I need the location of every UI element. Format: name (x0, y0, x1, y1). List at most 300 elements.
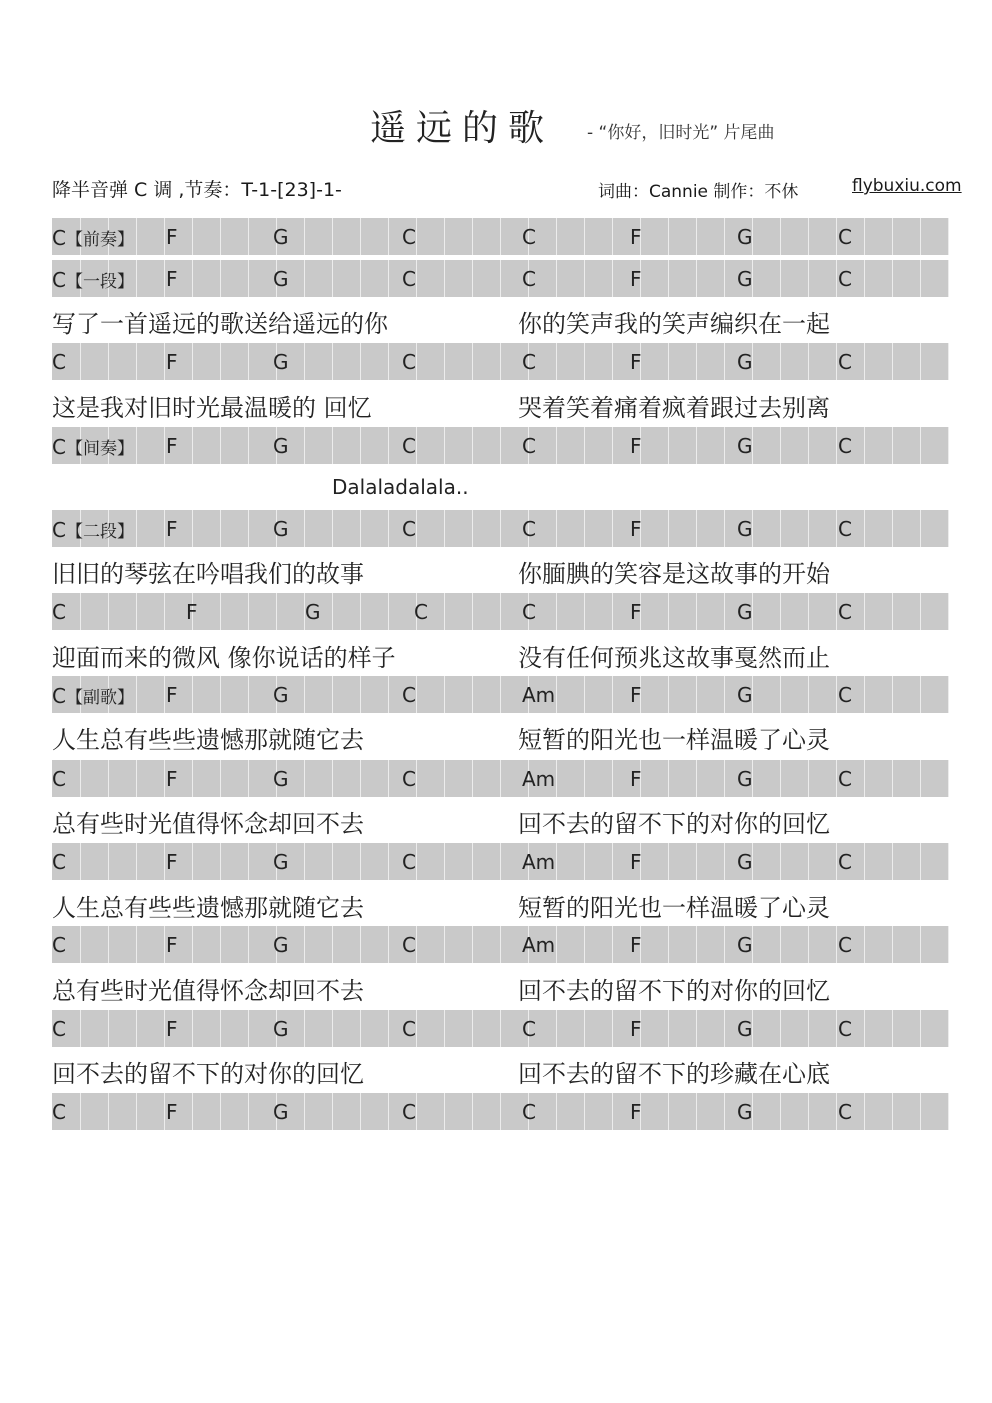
beat-divider (920, 510, 921, 547)
beat-divider (836, 218, 837, 255)
beat-divider (304, 218, 305, 255)
chord-bar (52, 218, 948, 255)
beat-divider (164, 676, 165, 713)
beat-divider (696, 843, 697, 880)
beat-divider (948, 843, 949, 880)
beat-divider (808, 1093, 809, 1130)
beat-divider (556, 343, 557, 380)
chord-symbol: C (838, 1017, 852, 1041)
chord-symbol: F (166, 225, 178, 249)
beat-divider (808, 218, 809, 255)
lyric-left: 回不去的留不下的对你的回忆 (52, 1060, 364, 1088)
chord-symbol: F (166, 1100, 178, 1124)
chord-bar (52, 1093, 948, 1130)
beat-divider (388, 427, 389, 464)
chord-symbol: C (522, 1017, 536, 1041)
beat-divider (696, 427, 697, 464)
beat-divider (220, 260, 221, 297)
beat-divider (724, 510, 725, 547)
beat-divider (696, 926, 697, 963)
chord-symbol: C (838, 850, 852, 874)
chord-symbol: C (402, 267, 416, 291)
section-label: 【二段】 (65, 522, 134, 542)
beat-divider (668, 260, 669, 297)
beat-divider (192, 218, 193, 255)
chord-symbol: F (630, 225, 642, 249)
beat-divider (948, 260, 949, 297)
beat-divider (864, 260, 865, 297)
beat-divider (248, 218, 249, 255)
chord-symbol: C【间奏】 (52, 435, 134, 459)
beat-divider (416, 926, 417, 963)
chord-symbol: F (630, 267, 642, 291)
beat-divider (892, 926, 893, 963)
beat-divider (808, 843, 809, 880)
beat-divider (136, 676, 137, 713)
beat-divider (220, 510, 221, 547)
section-label: 【前奏】 (65, 230, 134, 250)
chord-symbol: G (737, 350, 753, 374)
beat-divider (304, 760, 305, 797)
beat-divider (192, 510, 193, 547)
beat-divider (500, 843, 501, 880)
beat-divider (612, 1010, 613, 1047)
beat-divider (388, 510, 389, 547)
beat-divider (780, 260, 781, 297)
beat-divider (192, 427, 193, 464)
chord-symbol: C (522, 350, 536, 374)
beat-divider (192, 760, 193, 797)
scat-line: Dalaladalala.. (332, 475, 469, 499)
lyric-left: 这是我对旧时光最温暖的 回忆 (52, 394, 372, 422)
beat-divider (416, 260, 417, 297)
beat-divider (612, 926, 613, 963)
chord-symbol: F (166, 767, 178, 791)
beat-divider (668, 593, 669, 630)
beat-divider (780, 926, 781, 963)
beat-divider (192, 260, 193, 297)
beat-divider (220, 676, 221, 713)
beat-divider (808, 593, 809, 630)
chord-symbol: F (630, 350, 642, 374)
beat-divider (360, 843, 361, 880)
beat-divider (500, 427, 501, 464)
beat-divider (444, 343, 445, 380)
chord-symbol: F (630, 850, 642, 874)
beat-divider (388, 1093, 389, 1130)
beat-divider (668, 510, 669, 547)
beat-divider (164, 843, 165, 880)
credits: 词曲：Cannie 制作：不休 (598, 182, 799, 202)
beat-divider (584, 760, 585, 797)
beat-divider (248, 343, 249, 380)
beat-divider (808, 260, 809, 297)
beat-divider (612, 760, 613, 797)
beat-divider (500, 343, 501, 380)
beat-divider (920, 760, 921, 797)
beat-divider (108, 1010, 109, 1047)
chord-symbol: G (273, 267, 289, 291)
chord-symbol: G (273, 933, 289, 957)
beat-divider (248, 593, 249, 630)
chord-bar (52, 760, 948, 797)
chord-symbol: G (737, 683, 753, 707)
beat-divider (864, 343, 865, 380)
lyric-left: 人生总有些些遗憾那就随它去 (52, 726, 364, 754)
beat-divider (220, 218, 221, 255)
chord-symbol: C (838, 517, 852, 541)
beat-divider (248, 427, 249, 464)
beat-divider (248, 926, 249, 963)
lyric-right: 短暂的阳光也一样温暖了心灵 (518, 726, 830, 754)
chord-symbol: C (402, 225, 416, 249)
beat-divider (724, 760, 725, 797)
beat-divider (920, 218, 921, 255)
site-link[interactable]: flybuxiu.com (852, 176, 962, 196)
beat-divider (472, 1093, 473, 1130)
beat-divider (136, 260, 137, 297)
beat-divider (164, 1093, 165, 1130)
beat-divider (892, 1093, 893, 1130)
beat-divider (80, 1093, 81, 1130)
beat-divider (220, 760, 221, 797)
beat-divider (388, 593, 389, 630)
beat-divider (416, 218, 417, 255)
beat-divider (472, 843, 473, 880)
chord-symbol: F (630, 517, 642, 541)
lyric-right: 没有任何预兆这故事戛然而止 (518, 644, 830, 672)
beat-divider (696, 1010, 697, 1047)
beat-divider (920, 1010, 921, 1047)
beat-divider (696, 1093, 697, 1130)
beat-divider (136, 1010, 137, 1047)
beat-divider (780, 1093, 781, 1130)
beat-divider (724, 843, 725, 880)
lyric-right: 哭着笑着痛着疯着跟过去别离 (518, 394, 830, 422)
lyric-right: 你的笑声我的笑声编织在一起 (518, 310, 830, 338)
chord-symbol: C (402, 850, 416, 874)
beat-divider (948, 1093, 949, 1130)
key-rhythm: 降半音弹 C 调 ,节奏：T-1-[23]-1- (52, 179, 342, 201)
beat-divider (388, 260, 389, 297)
beat-divider (612, 510, 613, 547)
chord-symbol: Am (522, 933, 556, 957)
beat-divider (612, 218, 613, 255)
chord-symbol: G (273, 767, 289, 791)
section-label: 【间奏】 (65, 439, 134, 459)
beat-divider (500, 593, 501, 630)
chord-symbol: G (273, 850, 289, 874)
beat-divider (192, 343, 193, 380)
beat-divider (584, 427, 585, 464)
beat-divider (416, 843, 417, 880)
beat-divider (164, 260, 165, 297)
beat-divider (248, 510, 249, 547)
beat-divider (948, 1010, 949, 1047)
chord-symbol: G (273, 683, 289, 707)
beat-divider (836, 760, 837, 797)
beat-divider (248, 843, 249, 880)
beat-divider (360, 343, 361, 380)
chord-symbol: C (838, 600, 852, 624)
beat-divider (556, 260, 557, 297)
beat-divider (556, 218, 557, 255)
beat-divider (892, 260, 893, 297)
chord-symbol: G (737, 267, 753, 291)
beat-divider (892, 343, 893, 380)
beat-divider (584, 260, 585, 297)
beat-divider (892, 593, 893, 630)
beat-divider (500, 260, 501, 297)
beat-divider (444, 218, 445, 255)
beat-divider (164, 343, 165, 380)
chord-symbol: C (52, 1100, 66, 1124)
beat-divider (724, 593, 725, 630)
beat-divider (780, 510, 781, 547)
beat-divider (472, 218, 473, 255)
beat-divider (948, 676, 949, 713)
lyric-left: 迎面而来的微风 像你说话的样子 (52, 644, 396, 672)
beat-divider (920, 260, 921, 297)
beat-divider (892, 427, 893, 464)
section-label: 【一段】 (65, 272, 134, 292)
chord-symbol: F (166, 267, 178, 291)
beat-divider (584, 593, 585, 630)
chord-bar (52, 510, 948, 547)
beat-divider (332, 343, 333, 380)
beat-divider (556, 1010, 557, 1047)
beat-divider (808, 343, 809, 380)
beat-divider (836, 593, 837, 630)
beat-divider (136, 218, 137, 255)
beat-divider (164, 593, 165, 630)
beat-divider (948, 760, 949, 797)
beat-divider (472, 260, 473, 297)
beat-divider (696, 218, 697, 255)
beat-divider (780, 593, 781, 630)
beat-divider (416, 1010, 417, 1047)
chord-bar (52, 843, 948, 880)
beat-divider (892, 510, 893, 547)
beat-divider (136, 760, 137, 797)
beat-divider (332, 1010, 333, 1047)
beat-divider (584, 1093, 585, 1130)
beat-divider (332, 593, 333, 630)
chord-symbol: F (166, 850, 178, 874)
chord-bar (52, 343, 948, 380)
beat-divider (556, 427, 557, 464)
beat-divider (332, 843, 333, 880)
beat-divider (80, 593, 81, 630)
beat-divider (696, 760, 697, 797)
beat-divider (892, 843, 893, 880)
chord-symbol: C (414, 600, 428, 624)
section-label: 【副歌】 (65, 688, 134, 708)
beat-divider (724, 343, 725, 380)
beat-divider (808, 676, 809, 713)
beat-divider (248, 676, 249, 713)
beat-divider (864, 676, 865, 713)
beat-divider (948, 510, 949, 547)
beat-divider (108, 926, 109, 963)
beat-divider (248, 1093, 249, 1130)
beat-divider (472, 427, 473, 464)
beat-divider (864, 843, 865, 880)
beat-divider (416, 676, 417, 713)
chord-symbol: G (737, 434, 753, 458)
beat-divider (472, 926, 473, 963)
chord-symbol: C (402, 517, 416, 541)
beat-divider (332, 676, 333, 713)
beat-divider (416, 510, 417, 547)
beat-divider (360, 926, 361, 963)
chord-symbol: Am (522, 850, 556, 874)
beat-divider (556, 926, 557, 963)
beat-divider (836, 510, 837, 547)
beat-divider (444, 926, 445, 963)
chord-symbol: G (273, 434, 289, 458)
chord-symbol: G (737, 600, 753, 624)
beat-divider (220, 1010, 221, 1047)
beat-divider (668, 676, 669, 713)
beat-divider (304, 343, 305, 380)
beat-divider (836, 1010, 837, 1047)
beat-divider (780, 760, 781, 797)
chord-symbol: F (630, 767, 642, 791)
beat-divider (668, 218, 669, 255)
beat-divider (584, 510, 585, 547)
beat-divider (136, 843, 137, 880)
beat-divider (864, 760, 865, 797)
beat-divider (472, 510, 473, 547)
beat-divider (164, 218, 165, 255)
beat-divider (332, 510, 333, 547)
beat-divider (332, 760, 333, 797)
beat-divider (920, 926, 921, 963)
beat-divider (276, 593, 277, 630)
beat-divider (612, 843, 613, 880)
chord-symbol: F (166, 683, 178, 707)
chord-symbol: C (52, 767, 66, 791)
beat-divider (388, 218, 389, 255)
beat-divider (304, 510, 305, 547)
chord-symbol: C (52, 850, 66, 874)
chord-symbol: F (630, 600, 642, 624)
beat-divider (584, 676, 585, 713)
beat-divider (304, 926, 305, 963)
beat-divider (80, 843, 81, 880)
beat-divider (192, 676, 193, 713)
beat-divider (136, 1093, 137, 1130)
beat-divider (444, 1010, 445, 1047)
lyric-left: 人生总有些些遗憾那就随它去 (52, 894, 364, 922)
beat-divider (220, 843, 221, 880)
beat-divider (108, 843, 109, 880)
beat-divider (108, 760, 109, 797)
beat-divider (920, 343, 921, 380)
beat-divider (500, 760, 501, 797)
chord-bar (52, 926, 948, 963)
beat-divider (500, 676, 501, 713)
beat-divider (304, 1010, 305, 1047)
beat-divider (612, 1093, 613, 1130)
chord-symbol: C (52, 600, 66, 624)
beat-divider (164, 760, 165, 797)
beat-divider (696, 510, 697, 547)
beat-divider (444, 1093, 445, 1130)
chord-symbol: F (630, 434, 642, 458)
beat-divider (360, 218, 361, 255)
beat-divider (808, 427, 809, 464)
beat-divider (612, 593, 613, 630)
beat-divider (192, 926, 193, 963)
lyric-left: 总有些时光值得怀念却回不去 (52, 810, 364, 838)
beat-divider (248, 760, 249, 797)
chord-symbol: F (166, 933, 178, 957)
chord-symbol: C (522, 600, 536, 624)
chord-bar (52, 676, 948, 713)
chord-symbol: G (305, 600, 321, 624)
beat-divider (80, 926, 81, 963)
chord-bar (52, 593, 948, 630)
chord-symbol: F (630, 933, 642, 957)
chord-symbol: C (838, 350, 852, 374)
beat-divider (892, 218, 893, 255)
beat-divider (584, 843, 585, 880)
beat-divider (612, 676, 613, 713)
beat-divider (836, 260, 837, 297)
beat-divider (164, 510, 165, 547)
lyric-left: 总有些时光值得怀念却回不去 (52, 977, 364, 1005)
beat-divider (164, 926, 165, 963)
beat-divider (556, 760, 557, 797)
beat-divider (136, 343, 137, 380)
beat-divider (388, 926, 389, 963)
chord-symbol: G (737, 1100, 753, 1124)
chord-symbol: C (52, 350, 66, 374)
chord-symbol: C (402, 933, 416, 957)
beat-divider (248, 260, 249, 297)
beat-divider (360, 510, 361, 547)
beat-divider (416, 1093, 417, 1130)
beat-divider (836, 1093, 837, 1130)
beat-divider (836, 676, 837, 713)
chord-symbol: C (522, 225, 536, 249)
beat-divider (444, 260, 445, 297)
beat-divider (136, 593, 137, 630)
beat-divider (304, 843, 305, 880)
chord-symbol: C (522, 434, 536, 458)
chord-symbol: F (630, 1017, 642, 1041)
chord-symbol: C (838, 683, 852, 707)
beat-divider (164, 427, 165, 464)
chord-symbol: C (838, 1100, 852, 1124)
chord-symbol: G (273, 225, 289, 249)
chord-symbol: F (630, 683, 642, 707)
beat-divider (136, 427, 137, 464)
chord-bar (52, 427, 948, 464)
beat-divider (472, 1010, 473, 1047)
beat-divider (108, 593, 109, 630)
beat-divider (248, 1010, 249, 1047)
beat-divider (864, 1010, 865, 1047)
beat-divider (556, 843, 557, 880)
beat-divider (220, 926, 221, 963)
song-title: 遥远的歌 (370, 108, 555, 149)
beat-divider (388, 676, 389, 713)
beat-divider (836, 343, 837, 380)
beat-divider (192, 1093, 193, 1130)
